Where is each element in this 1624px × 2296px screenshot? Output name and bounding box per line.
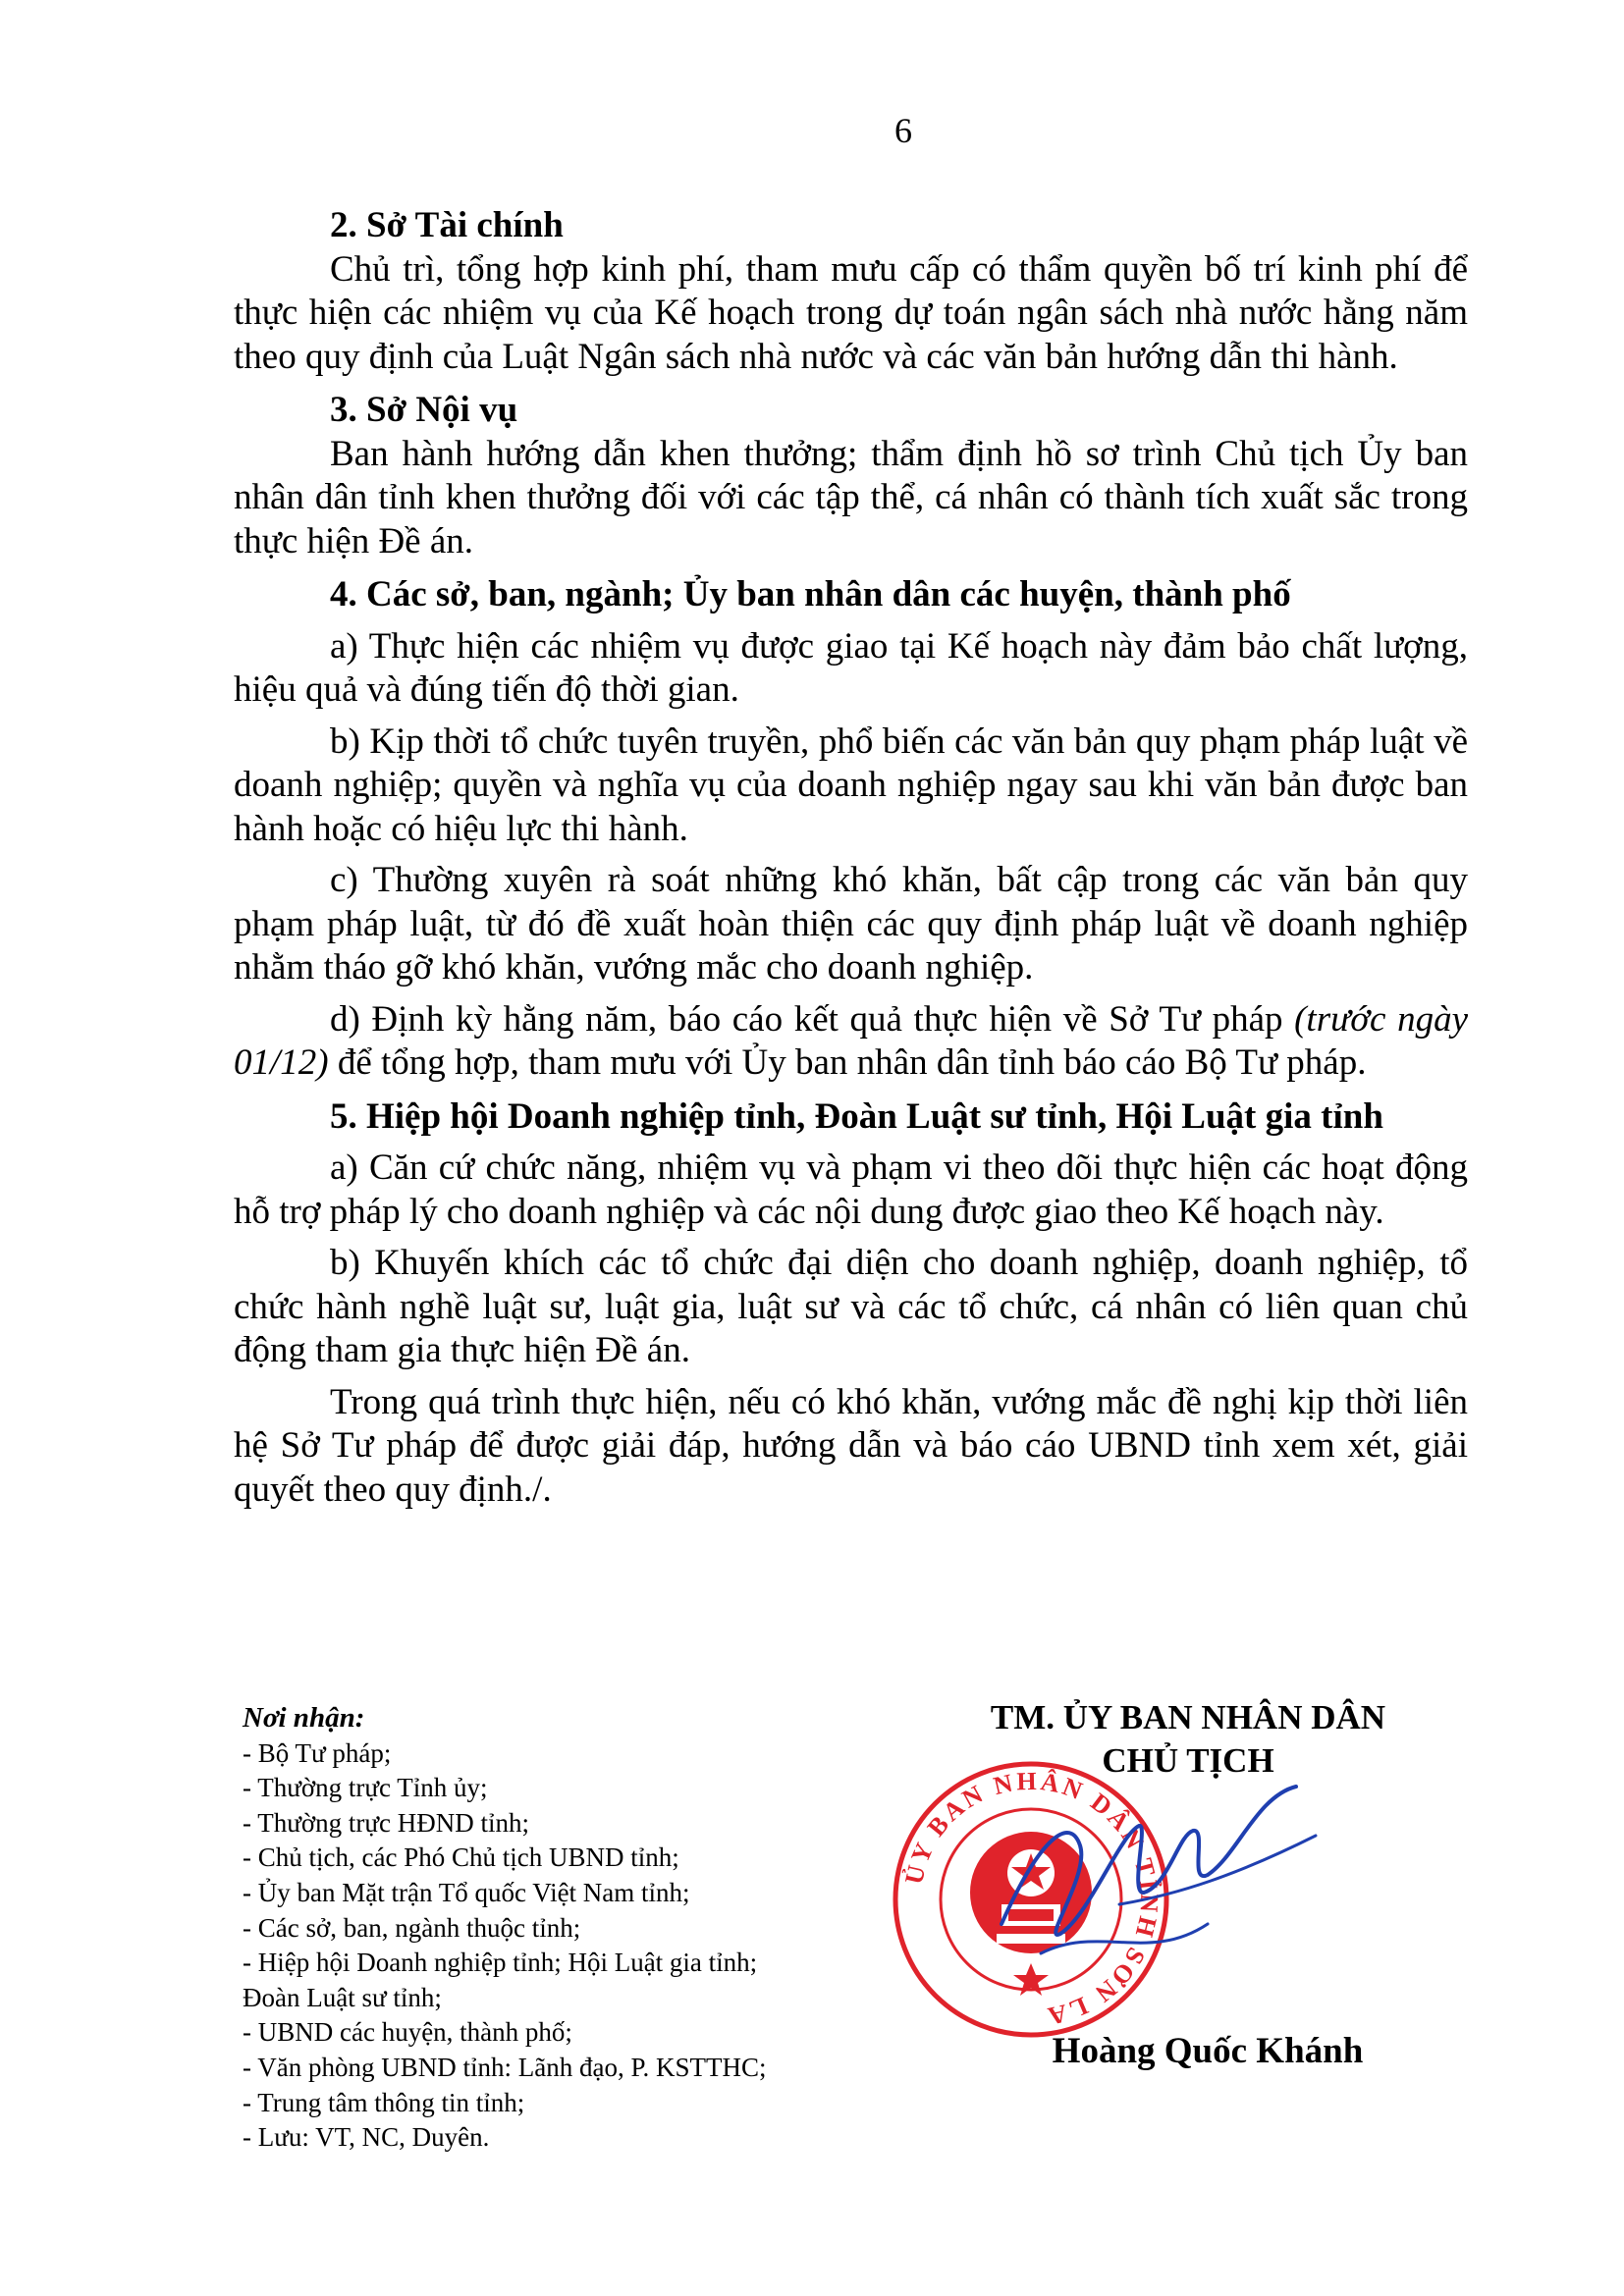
section-heading-home-affairs: 3. Sở Nội vụ	[330, 390, 518, 430]
recipients-list	[243, 1701, 910, 2156]
paragraph: c) Thường xuyên rà soát những khó khăn, bất cập trong các văn bản quy phạm pháp luật, từ đó đề xuất hoàn thiện các quy định pháp luật về doanh nghiệp nhằm tháo gỡ khó khăn, vướng mắc cho doanh nghiệp.	[234, 860, 1468, 988]
paragraph-text: để tổng hợp, tham mưu với Ủy ban nhân dân tỉnh báo cáo Bộ Tư pháp.	[328, 1042, 1367, 1083]
paragraph: b) Kịp thời tổ chức tuyên truyền, phổ biến các văn bản quy phạm pháp luật về doanh nghiệp; quyền và nghĩa vụ của doanh nghiệp ngay sau khi văn bản được ban hành hoặc có hiệu lực thi hành.	[234, 721, 1468, 849]
paragraph: Chủ trì, tổng hợp kinh phí, tham mưu cấp có thẩm quyền bố trí kinh phí để thực hiện các nhiệm vụ của Kế hoạch trong dự toán ngân sách nhà nước hằng năm theo quy định của Luật Ngân sách nhà nước và các văn bản hướng dẫn thi hành.	[234, 248, 1468, 377]
recipient-item: - Ủy ban Mặt trận Tổ quốc Việt Nam tỉnh;	[243, 1877, 690, 1907]
recipient-item: Đoàn Luật sư tỉnh;	[243, 1982, 442, 2012]
signer-position: CHỦ TỊCH	[1102, 1741, 1274, 1780]
closing-paragraph: Trong quá trình thực hiện, nếu có khó khăn, vướng mắc đề nghị kịp thời liên hệ Sở Tư pháp để được giải đáp, hướng dẫn và báo cáo UBND tỉnh xem xét, giải quyết theo quy định./.	[234, 1381, 1468, 1510]
recipient-item: - Văn phòng UBND tỉnh: Lãnh đạo, P. KSTTHC;	[243, 2052, 767, 2082]
recipient-item: - UBND các huyện, thành phố;	[243, 2017, 572, 2048]
signer-name: Hoàng Quốc Khánh	[1052, 2031, 1364, 2071]
recipients-title: Nơi nhận:	[243, 1702, 365, 1734]
recipient-item: - Hiệp hội Doanh nghiệp tỉnh; Hội Luật gia tỉnh;	[243, 1948, 758, 1978]
paragraph: a) Căn cứ chức năng, nhiệm vụ và phạm vi theo dõi thực hiện các hoạt động hỗ trợ pháp lý cho doanh nghiệp và các nội dung được giao theo Kế hoạch này.	[234, 1148, 1468, 1232]
recipient-item: - Chủ tịch, các Phó Chủ tịch UBND tỉnh;	[243, 1842, 679, 1873]
paragraph-reporting	[234, 998, 1468, 1086]
recipient-item: - Lưu: VT, NC, Duyên.	[243, 2122, 490, 2153]
recipient-item: - Thường trực HĐND tỉnh;	[243, 1807, 530, 1838]
paragraph: Ban hành hướng dẫn khen thưởng; thẩm định hồ sơ trình Chủ tịch Ủy ban nhân dân tỉnh khen thưởng đối với các tập thể, cá nhân có thành tích xuất sắc trong thực hiện Đề án.	[234, 433, 1468, 561]
signature-icon	[982, 1777, 1335, 1973]
paragraph: b) Khuyến khích các tổ chức đại diện cho doanh nghiệp, doanh nghiệp, tổ chức hành nghề luật sư, luật gia, luật sư và các tổ chức, cá nhân có liên quan chủ động tham gia thực hiện Đề án.	[234, 1243, 1468, 1370]
section-heading-associations: 5. Hiệp hội Doanh nghiệp tỉnh, Đoàn Luật sư tỉnh, Hội Luật gia tỉnh	[330, 1095, 1383, 1137]
paragraph-text: d) Định kỳ hằng năm, báo cáo kết quả thực hiện về Sở Tư pháp	[330, 998, 1295, 1040]
page-number: 6	[894, 111, 912, 150]
deadline-note: (trước ngày 01/12)	[234, 998, 1468, 1083]
paragraph: a) Thực hiện các nhiệm vụ được giao tại Kế hoạch này đảm bảo chất lượng, hiệu quả và đúng tiến độ thời gian.	[234, 625, 1468, 710]
recipient-item: - Thường trực Tỉnh ủy;	[243, 1773, 488, 1803]
section-heading-departments: 4. Các sở, ban, ngành; Ủy ban nhân dân các huyện, thành phố	[330, 574, 1291, 614]
section-heading-finance: 2. Sở Tài chính	[330, 205, 564, 245]
recipient-item: - Các sở, ban, ngành thuộc tỉnh;	[243, 1912, 581, 1943]
signer-organization: TM. ỦY BAN NHÂN DÂN	[990, 1698, 1386, 1736]
recipient-item: - Bộ Tư pháp;	[243, 1737, 392, 1768]
svg-text:ỦY BAN NHÂN DÂN TỈNH SƠN LA: ỦY BAN NHÂN DÂN TỈNH SƠN LA	[898, 1766, 1164, 2032]
recipient-item: - Trung tâm thông tin tỉnh;	[243, 2087, 525, 2117]
document-body	[234, 204, 1468, 1512]
